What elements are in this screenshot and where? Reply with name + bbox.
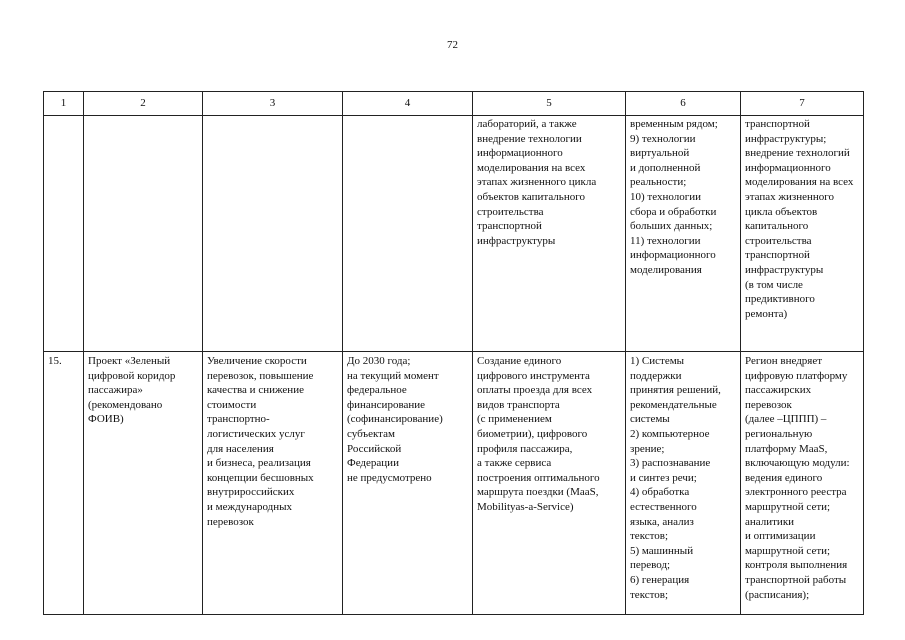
table-cell bbox=[44, 116, 84, 352]
column-header: 6 bbox=[626, 92, 741, 116]
column-header: 1 bbox=[44, 92, 84, 116]
column-header: 2 bbox=[84, 92, 203, 116]
table-row bbox=[44, 116, 864, 352]
table-cell bbox=[343, 116, 473, 352]
table-row bbox=[44, 352, 864, 615]
table-cell: 15. bbox=[44, 352, 84, 615]
table-cell: временным рядом; 9) технологии виртуальной и дополненной реальности; 10) технологии сбора и обработки больших данных; 11) технологии информационного моделирования bbox=[626, 116, 741, 352]
table-cell: 1) Системы поддержки принятия решений, рекомендательные системы 2) компьютерное зрение; 3) распознавание и синтез речи; 4) обработка естественного языка, анализ текстов; 5) машинный перевод; 6) генерация текстов; bbox=[626, 352, 741, 615]
column-header: 3 bbox=[203, 92, 343, 116]
table-cell: транспортной инфраструктуры; внедрение технологий информационного моделирования на всех этапах жизненного цикла объектов капитального строительства транспортной инфраструктуры (в том числе предиктивного ремонта) bbox=[741, 116, 864, 352]
table-cell bbox=[84, 116, 203, 352]
table-cell: Создание единого цифрового инструмента оплаты проезда для всех видов транспорта (с применением биометрии), цифрового профиля пассажира, а также сервиса построения оптимального маршрута поездки (MaaS, Mobilityas-a-Service) bbox=[473, 352, 626, 615]
page-number: 72 bbox=[447, 39, 458, 51]
column-header: 4 bbox=[343, 92, 473, 116]
table-cell: Проект «Зеленый цифровой коридор пассажира» (рекомендовано ФОИВ) bbox=[84, 352, 203, 615]
column-header: 5 bbox=[473, 92, 626, 116]
table-cell: Регион внедряет цифровую платформу пассажирских перевозок (далее –ЦППП) – региональную платформу MaaS, включающую модули: ведения единого электронного реестра маршрутной сети; аналитики и оптимизации маршрутной сети; контроля выполнения транспортной работы (расписания); bbox=[741, 352, 864, 615]
table-cell bbox=[203, 116, 343, 352]
table-header-row bbox=[44, 92, 864, 116]
table-cell: Увеличение скорости перевозок, повышение качества и снижение стоимости транспортно- логистических услуг для населения и бизнеса, реализация концепции бесшовных внутрироссийских и международных перевозок bbox=[203, 352, 343, 615]
table-cell: До 2030 года; на текущий момент федеральное финансирование (софинансирование) субъектам Российской Федерации не предусмотрено bbox=[343, 352, 473, 615]
document-table bbox=[43, 91, 864, 615]
column-header: 7 bbox=[741, 92, 864, 116]
table-cell: лабораторий, а также внедрение технологии информационного моделирования на всех этапах жизненного цикла объектов капитального строительства транспортной инфраструктуры bbox=[473, 116, 626, 352]
